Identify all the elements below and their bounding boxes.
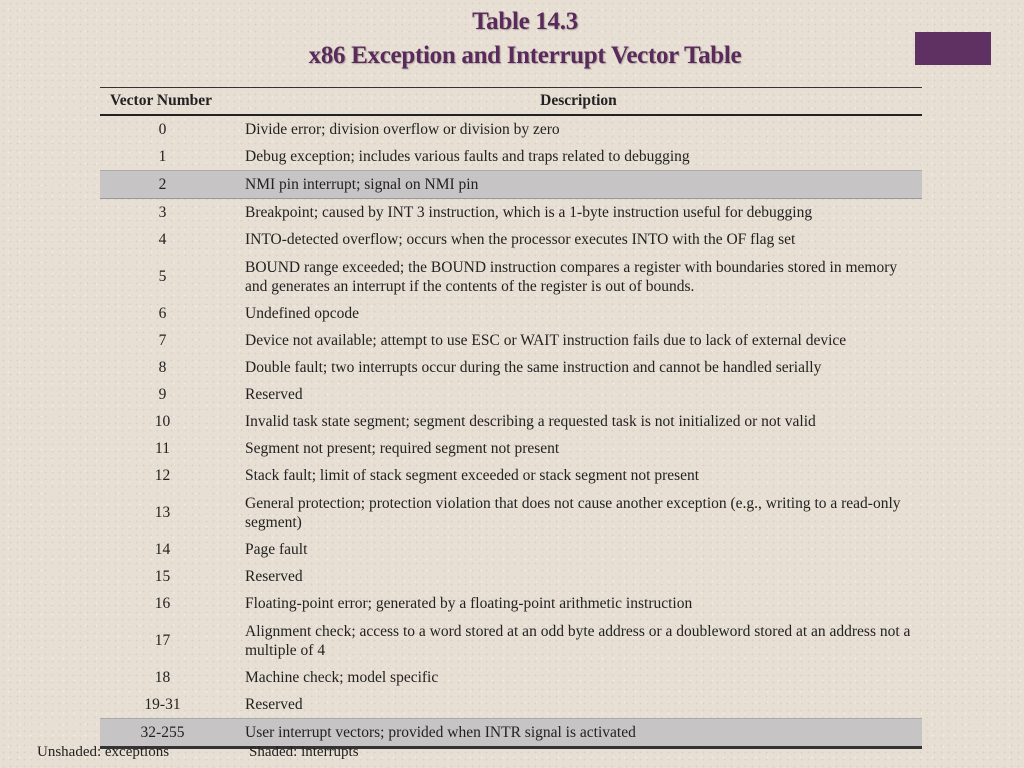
vector-number: 11 (155, 440, 170, 457)
vector-number: 7 (158, 332, 167, 349)
vector-description: Divide error; division overflow or division by zero (245, 121, 560, 138)
vector-number: 5 (158, 268, 167, 285)
vector-description: Reserved (245, 696, 303, 713)
vector-description: Invalid task state segment; segment describing a requested task is not initialized or not valid (245, 413, 816, 430)
table-row (100, 226, 922, 253)
table-row (100, 489, 922, 536)
table-row (100, 253, 922, 300)
vector-description: Breakpoint; caused by INT 3 instruction, which is a 1-byte instruction useful for debugging (245, 204, 813, 221)
vector-number: 19-31 (144, 696, 181, 713)
vector-description: BOUND range exceeded; the BOUND instruction compares a register with boundaries stored in memory and generates an interrupt if the contents of the register is out of bounds. (245, 258, 898, 295)
vector-description: Floating-point error; generated by a floating-point arithmetic instruction (245, 595, 693, 612)
slide-subtitle: x86 Exception and Interrupt Vector Table (308, 42, 742, 69)
table-row (100, 617, 922, 664)
table-row (100, 115, 922, 143)
vector-number: 12 (154, 467, 171, 484)
vector-description: Device not available; attempt to use ESC or WAIT instruction fails due to lack of external device (245, 332, 847, 349)
vector-description: INTO-detected overflow; occurs when the processor executes INTO with the OF flag set (245, 231, 796, 248)
table-row (100, 408, 922, 435)
header-description: Description (235, 88, 922, 116)
table-row (100, 327, 922, 354)
vector-number: 2 (100, 171, 235, 199)
table-row (100, 171, 922, 199)
vector-number: 1 (158, 148, 167, 165)
vector-description: Undefined opcode (245, 305, 360, 322)
vector-description: Segment not present; required segment not present (245, 440, 560, 457)
table-row (100, 462, 922, 489)
table-row (100, 536, 922, 563)
vector-table (100, 87, 922, 749)
vector-description: General protection; protection violation that does not cause another exception (e.g., writing to a read-only segment) (245, 494, 901, 531)
vector-number: 18 (154, 669, 171, 686)
table-row (100, 381, 922, 408)
vector-number: 10 (154, 413, 171, 430)
vector-description: Stack fault; limit of stack segment exceeded or stack segment not present (245, 467, 700, 484)
table-row (100, 354, 922, 381)
table-row (100, 143, 922, 171)
legend-unshaded: Unshaded: exceptions (37, 744, 170, 760)
vector-description: Machine check; model specific (245, 669, 439, 686)
vector-number: 32-255 (100, 719, 235, 748)
table-header-row (100, 88, 922, 116)
vector-description: User interrupt vectors; provided when INTR signal is activated (235, 719, 922, 748)
vector-number: 0 (158, 121, 167, 138)
vector-description: Double fault; two interrupts occur during the same instruction and cannot be handled serially (245, 359, 822, 376)
slide-title: Table 14.3 (472, 8, 578, 35)
vector-description: Reserved (245, 386, 303, 403)
table-row (100, 590, 922, 617)
vector-number: 16 (154, 595, 171, 612)
vector-description: Debug exception; includes various faults and traps related to debugging (245, 148, 690, 165)
header-vector-number: Vector Number (100, 88, 235, 116)
vector-number: 4 (158, 231, 167, 248)
table-row (100, 691, 922, 719)
accent-square (915, 32, 991, 65)
vector-description: Alignment check; access to a word stored at an odd byte address or a doubleword stored at an address not a multiple of 4 (245, 622, 911, 659)
table-row (100, 719, 922, 748)
vector-number: 15 (154, 568, 171, 585)
table-row (100, 563, 922, 590)
table-row (100, 199, 922, 227)
vector-description: NMI pin interrupt; signal on NMI pin (235, 171, 922, 199)
vector-number: 9 (158, 386, 167, 403)
vector-number: 13 (154, 504, 171, 521)
vector-number: 14 (154, 541, 171, 558)
table-row (100, 664, 922, 691)
vector-number: 8 (158, 359, 167, 376)
vector-number: 6 (158, 305, 167, 322)
vector-description: Reserved (245, 568, 303, 585)
table-row (100, 435, 922, 462)
vector-description: Page fault (245, 541, 308, 558)
legend-shaded: Shaded: interrupts (249, 744, 359, 760)
vector-number: 17 (154, 632, 171, 649)
vector-number: 3 (158, 204, 167, 221)
table-row (100, 300, 922, 327)
